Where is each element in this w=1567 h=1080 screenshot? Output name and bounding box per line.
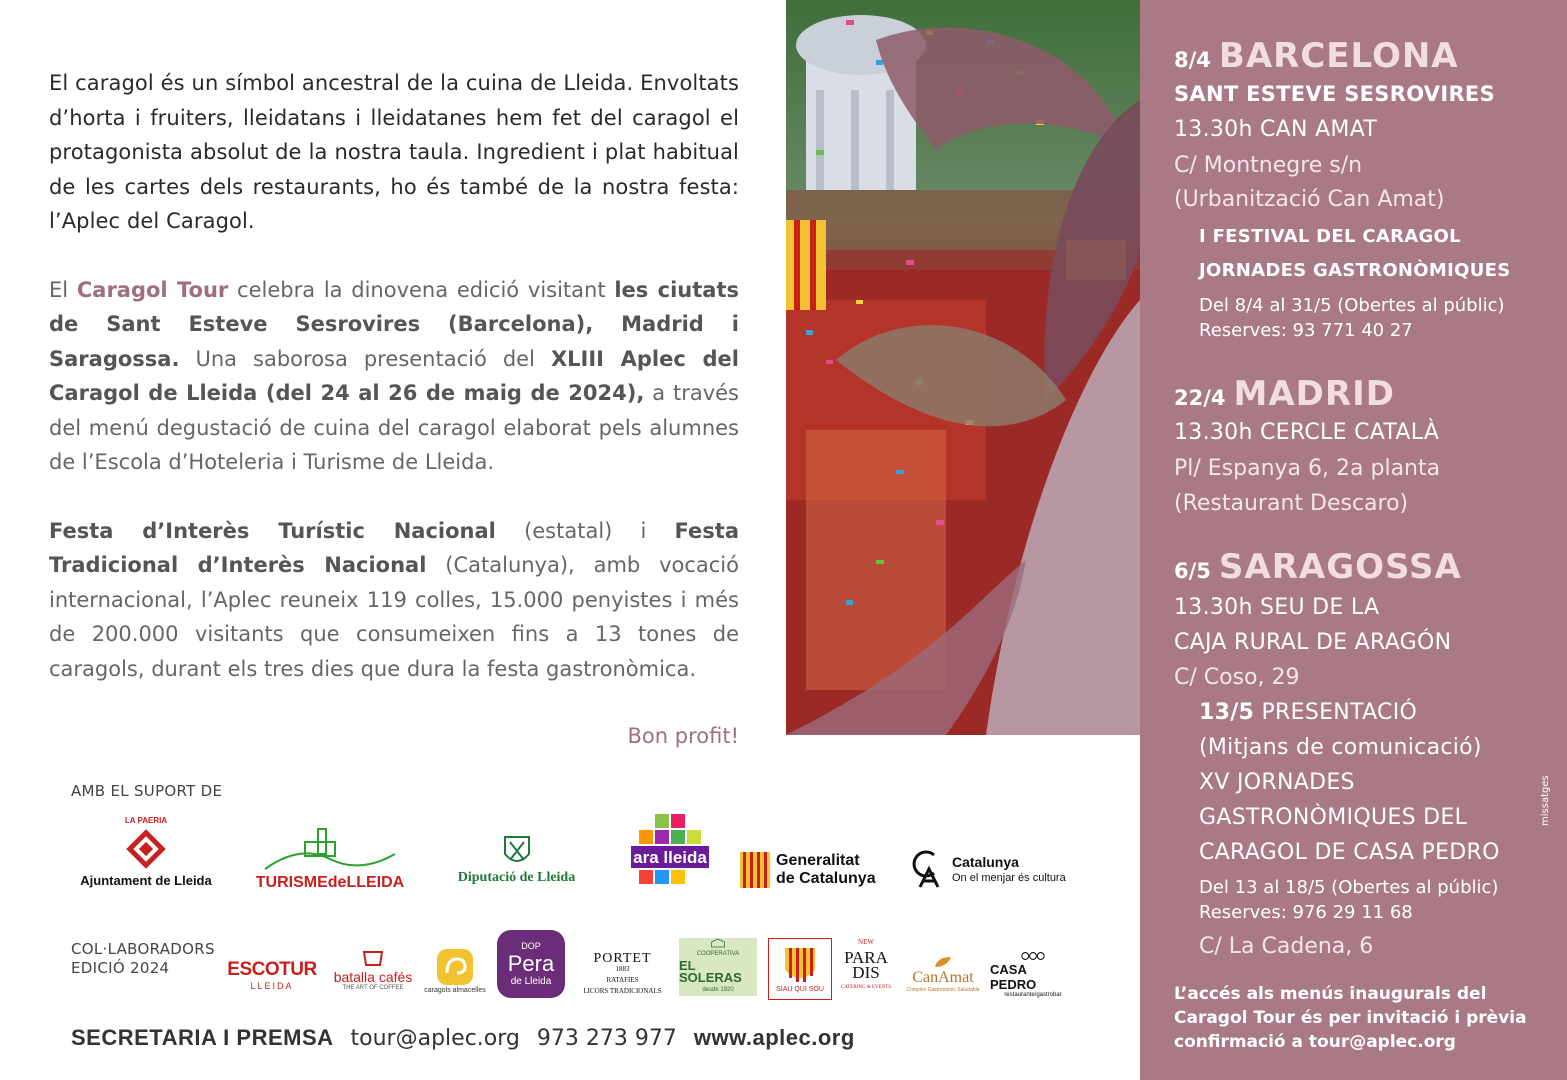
el-soleras-logo: COOPERATIVA EL SOLERAS desde 1920 (679, 938, 757, 996)
coffee-cup-icon (361, 949, 385, 969)
presentacio-line: 13/5 PRESENTACIÓ (1199, 700, 1418, 725)
intro-text (49, 66, 739, 686)
ajuntament-lleida-logo: LA PAERIA Ajuntament de Lleida (80, 816, 212, 888)
footer-label: SECRETARIA I PREMSA (71, 1025, 334, 1050)
batalla-cafes-logo: batalla cafés THE ART OF COFFEE (328, 940, 418, 1000)
invitation-note: L’accés als menús inaugurals del Caragol Tour és per invitació i prèvia confirmació a tour@aplec.org (1174, 984, 1527, 1052)
paeria-shield-icon (122, 825, 170, 873)
can-amat-logo: CanAmat Complex Gastronòmic Saludable (900, 950, 986, 998)
leaf-icon (933, 955, 953, 969)
design-credit: missatges (1540, 775, 1551, 826)
collaborators-label: COL·LABORADORS EDICIÓ 2024 (71, 940, 215, 977)
footer-email[interactable]: tour@aplec.org (350, 1026, 520, 1051)
casa-pedro-logo: CASA PEDRO restaurante/gastrobar (990, 950, 1076, 998)
castle-icon (260, 824, 400, 874)
escotur-logo: ESCOTUR LLEIDA (227, 959, 317, 991)
footer-contact (71, 1025, 855, 1051)
glasses-icon (1018, 950, 1048, 962)
footer-web[interactable]: www.aplec.org (693, 1025, 855, 1050)
snail-icon (435, 947, 475, 987)
catalunya-ca-icon (910, 849, 948, 891)
new-paradis-logo: NEW PARA DIS CATERING & EVENTS (840, 938, 892, 990)
intro-paragraph-3: Festa d’Interès Turístic Nacional (estatal) i Festa Tradicional d’Interès Nacional (Catalunya), amb vocació internacional, l’Aplec reuneix 119 colles, 15.000 penyistes i més de 200.000 visitants que consumeixen fins a 13 tones de caragols, durant els tres dies que dura la festa gastronòmica. (49, 518, 739, 681)
barcelona-heading: 8/4 BARCELONA (1174, 36, 1459, 76)
siau-qui-sou-logo: SIAU QUI SOU (768, 938, 832, 1000)
turisme-lleida-logo: TURISMEdeLLEIDA (250, 820, 410, 895)
generalitat-logo: Generalitat de Catalunya (740, 845, 890, 895)
bon-profit: Bon profit! (627, 724, 739, 748)
festival-photo (786, 0, 1140, 735)
building-icon (703, 938, 733, 948)
catalunya-menjar-logo: Catalunya On el menjar és cultura (910, 845, 1080, 895)
generalitat-flag-icon (740, 852, 770, 888)
pera-lleida-logo: DOP Pera de Lleida (497, 930, 565, 998)
support-label: AMB EL SUPORT DE (71, 782, 223, 800)
caragol-tour-highlight: Caragol Tour (76, 277, 229, 302)
portet-logo: PORTET 1883 RATAFIES LICORS TRADICIONALS (583, 951, 662, 995)
intro-paragraph-2: El Caragol Tour celebra la dinovena edició visitant les ciutats de Sant Esteve Sesrovires (Barcelona), Madrid i Saragossa. Una saborosa presentació del XLIII Aplec del Caragol de Lleida (del 24 al 26 de maig de 2024), a través del menú degustació de cuina del caragol elaborat pels alumnes de l’Escola d’Hoteleria i Turisme de Lleida. (49, 277, 739, 474)
ara-lleida-logo: ara lleida (625, 812, 715, 892)
caragols-almacelles-logo: caragols almacelles (420, 940, 490, 1000)
tour-schedule-panel: 8/4 BARCELONA SANT ESTEVE SESROVIRES 13.30h CAN AMAT C/ Montnegre s/n (Urbanització Can Amat) I FESTIVAL DEL CARAGOL JORNADES GASTRONÒMIQUES Del 8/4 al 31/5 (Obertes al públic) Reserves: 93 771 40 27 22/4 MADRID 13.30h CERCLE CATALÀ Pl/ Espanya 6, 2a planta (Restaurant Descaro) 6/5 SARAGOSSA 13.30h SEU DE LA CAJA RURAL DE ARAGÓN C/ Coso, 29 13/5 PRESENTACIÓ (Mitjans de comunicació) XV JORNADES GASTRONÒMIQUES DEL CARAGOL DE CASA PEDRO Del 13 al 18/5 (Obertes al públic) Reserves: 976 29 11 68 C/ La Cadena, 6 L’accés als menús inaugurals del Caragol Tour és per invitació i prèvia confirmació a tour@aplec.org (1140, 0, 1567, 1080)
diputacio-shield-icon (502, 832, 532, 870)
madrid-heading: 22/4 MADRID (1174, 374, 1395, 414)
siau-shield-icon (783, 946, 817, 986)
footer-phone: 973 273 977 (536, 1026, 677, 1051)
saragossa-heading: 6/5 SARAGOSSA (1174, 547, 1462, 587)
intro-paragraph-1: El caragol és un símbol ancestral de la cuina de Lleida. Envoltats d’horta i fruiters, lleidatans i lleidatanes hem fet del caragol el protagonista absolut de la nostra taula. Ingredient i plat habitual de les cartes dels restaurants, ho és també de la nostra festa: l’Aplec del Caragol. (49, 71, 739, 233)
diputacio-lleida-logo: Diputació de Lleida (434, 825, 599, 893)
